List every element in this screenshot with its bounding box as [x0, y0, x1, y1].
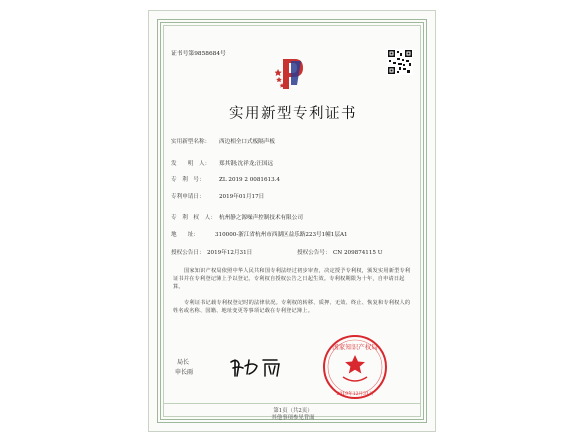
grant-date-label: 授权公告日： [171, 250, 205, 256]
inventor-value: 郑其钢;沈祥龙;汪国远 [219, 161, 274, 167]
address-value: 310000-浙江省杭州市西湖区益乐路223号1幢1层A1 [215, 232, 348, 238]
page-indicator: 第1页（共2页） [273, 408, 313, 414]
inventor-label: 发 明 人： [171, 161, 211, 167]
patent-number-value: ZL 2019 2 0081613.4 [219, 177, 280, 183]
qr-code-icon [387, 49, 413, 75]
footer-divider [163, 403, 421, 404]
director-label: 局长 [177, 359, 190, 366]
address-label: 地 址： [171, 232, 199, 238]
patentee-value: 杭州静之源噪声控制技术有限公司 [219, 215, 303, 221]
invention-name-label: 实用新型名称： [171, 139, 211, 145]
invention-name-value: 西边相全口式板隔声板 [219, 139, 275, 145]
director-signature-icon [227, 354, 289, 380]
application-date-label: 专利申请日： [171, 194, 205, 200]
patent-certificate [148, 10, 436, 432]
certificate-statement: 国家知识产权局依照中华人民共和国专利法经过初步审查，决定授予专利权，颁发实用新型专利证书并在专利登记簿上予以登记。专利权自授权公告之日起生效。专利权期限为十年，自申请日起算。 [173, 268, 411, 290]
seal-date: 2019年12月31日 [336, 392, 374, 397]
seal-text: 国家知识产权局 [332, 343, 378, 351]
grant-date-value: 2019年12月31日 [207, 250, 253, 256]
announcement-number-label: 授权公告号： [297, 250, 331, 256]
director-name: 申长雨 [175, 369, 194, 376]
official-seal-icon [321, 333, 389, 401]
patent-number-label: 专 利 号： [171, 177, 205, 183]
application-date-value: 2019年01月17日 [219, 194, 265, 200]
certificate-title: 实用新型专利证书 [229, 106, 357, 122]
patent-office-logo-icon [275, 55, 307, 93]
patentee-label: 专 利 权 人： [171, 215, 216, 221]
footer-note: 其他事项参见背面 [271, 415, 315, 421]
certificate-legal-note: 专利证书记载专利权登记时的法律状况。专利权的转移、质押、无效、终止、恢复和专利权人的姓名或名称、国籍、地址变更等事项记载在专利登记簿上。 [173, 300, 411, 314]
certificate-number: 证书号第9858684号 [171, 51, 226, 57]
announcement-number-value: CN 209874115 U [333, 250, 383, 256]
